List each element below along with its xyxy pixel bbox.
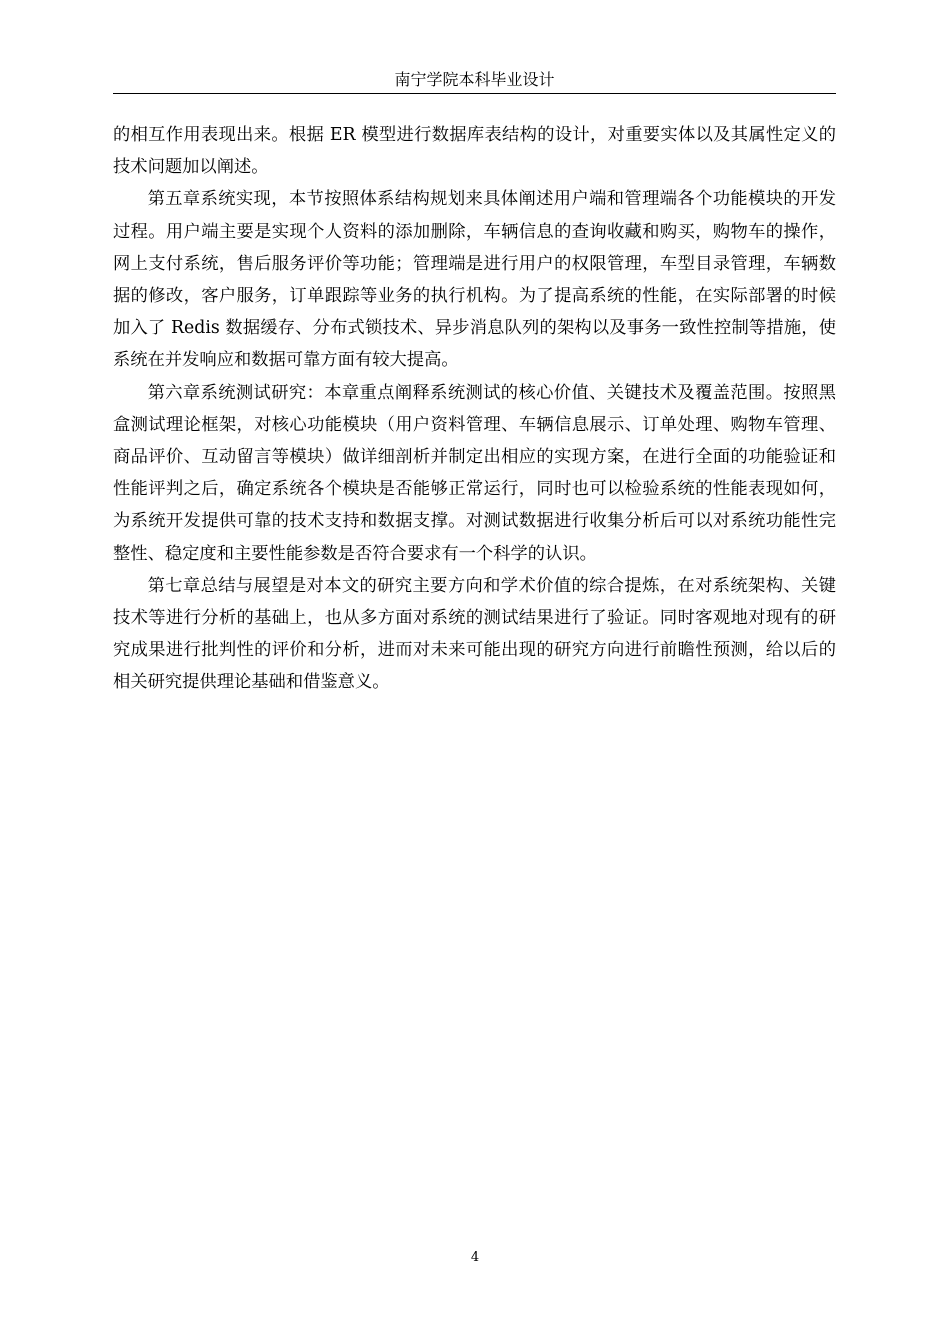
paragraph-chapter-six: 第六章系统测试研究：本章重点阐释系统测试的核心价值、关键技术及覆盖范围。按照黑盒测试理论框架，对核心功能模块（用户资料管理、车辆信息展示、订单处理、购物车管理、商品评价、互动留言等模块）做详细剖析并制定出相应的实现方案，在进行全面的功能验证和性能评判之后，确定系统各个模块是否能够正常运行，同时也可以检验系统的性能表现如何，为系统开发提供可靠的技术支持和数据支撑。对测试数据进行收集分析后可以对系统功能性完整性、稳定度和主要性能参数是否符合要求有一个科学的认识。: [113, 382, 836, 564]
paragraph-er-model-continuation: 的相互作用表现出来。根据 ER 模型进行数据库表结构的设计，对重要实体以及其属性定义的技术问题加以阐述。: [113, 125, 836, 178]
paragraph-chapter-five: 第五章系统实现，本节按照体系结构规划来具体阐述用户端和管理端各个功能模块的开发过程。用户端主要是实现个人资料的添加删除，车辆信息的查询收藏和购买，购物车的操作，网上支付系统，售后服务评价等功能；管理端是进行用户的权限管理，车型目录管理，车辆数据的修改，客户服务，订单跟踪等业务的执行机构。为了提高系统的性能，在实际部署的时候加入了 Redis 数据缓存、分布式锁技术、异步消息队列的架构以及事务一致性控制等措施，使系统在并发响应和数据可靠方面有较大提高。: [113, 189, 836, 371]
page-header: [113, 66, 836, 94]
page-number: 4: [470, 1250, 480, 1265]
document-body: [113, 119, 836, 699]
header-title: 南宁学院本科毕业设计: [394, 70, 555, 89]
paragraph-chapter-seven: 第七章总结与展望是对本文的研究主要方向和学术价值的综合提炼，在对系统架构、关键技术等进行分析的基础上，也从多方面对系统的测试结果进行了验证。同时客观地对现有的研究成果进行批判性的评价和分析，进而对未来可能出现的研究方向进行前瞻性预测，给以后的相关研究提供理论基础和借鉴意义。: [113, 575, 836, 693]
